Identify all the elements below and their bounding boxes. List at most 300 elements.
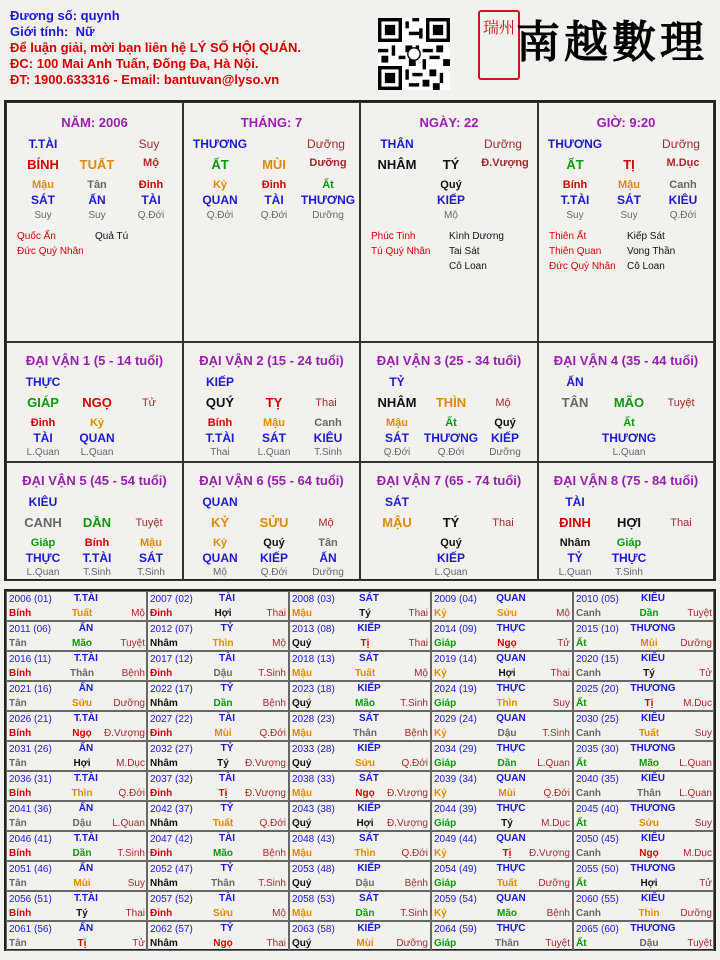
dai-van-title: ĐẠI VẬN 3 (25 - 34 tuổi) [376,353,522,368]
hidden-god: KIÊU [668,193,698,207]
year-branch: Hợi [498,668,516,679]
hidden-god: QUAN [202,193,238,207]
year-cell[interactable] [289,831,431,861]
year-stem: Tân [9,758,27,769]
dai-van-branch: TÝ [442,515,460,530]
year-god: ẤN [78,683,94,694]
hidden-god: TÀI [33,431,53,445]
year-cell[interactable] [573,891,714,921]
year-cell[interactable] [289,681,431,711]
gender-label: Giới tính: [10,24,69,39]
year-stem: Ất [576,938,587,949]
hidden-stem: Giáp [616,537,642,549]
year-stage: Tử [699,878,712,889]
year-cell[interactable] [6,651,147,681]
year-stage: L.Quan [537,758,570,769]
hidden-god: ẤN [88,193,106,207]
year-cell[interactable] [147,651,289,681]
year-god: THƯƠNG [630,623,676,634]
year-stage: Thai [408,608,428,619]
year-stem: Đinh [150,728,173,739]
year-stage: M.Dục [683,848,712,859]
hidden-stem: Mậu [140,537,162,549]
dai-van-title: ĐẠI VẬN 6 (55 - 64 tuổi) [199,473,344,488]
year-stage: Thai [266,938,286,949]
year-god: THỰC [496,923,526,934]
year-stem: Kỷ [434,788,447,799]
dai-van-cell[interactable] [538,342,714,462]
year-branch: Hợi [356,818,374,829]
dai-van-cell[interactable] [360,342,538,462]
dai-van-god: THỰC [25,375,61,389]
year-stage: Mộ [131,608,145,619]
dai-van-branch: THÌN [435,395,467,410]
hidden-stage: Dưỡng [489,447,521,458]
year-stem: Tân [9,818,27,829]
year-cell[interactable] [147,741,289,771]
year-stem: Canh [576,608,601,619]
dai-van-stage: Tuyệt [667,397,695,409]
year-label: 2055 (50) [576,864,619,875]
year-label: 2011 (06) [9,624,52,635]
year-stage: Dưỡng [680,638,712,649]
year-branch: Tuất [212,818,234,829]
year-stem: Mậu [292,788,312,799]
year-god: THƯƠNG [630,803,676,814]
year-stage: Đ.Vượng [103,728,145,739]
year-branch: Dậu [213,668,233,679]
year-god: KIÊU [641,833,665,844]
year-cell[interactable] [431,921,573,951]
hidden-god: T.TÀI [205,431,235,445]
year-cell[interactable] [431,741,573,771]
year-cell[interactable] [289,621,431,651]
pillar-cell[interactable] [6,102,183,342]
year-god: TÀI [218,893,236,904]
year-label: 2034 (29) [434,744,477,755]
pillar-cell[interactable] [360,102,538,342]
year-stem: Giáp [434,638,457,649]
year-god: SÁT [359,833,379,844]
stage-label: Suy [138,137,160,151]
hidden-stem: Ất [445,417,457,429]
year-cell[interactable] [6,681,147,711]
pillars-chart [4,100,716,581]
red-seal-stamp [478,10,520,80]
year-stem: Mậu [292,908,312,919]
year-stem: Canh [576,848,601,859]
hidden-stage: Q.Đới [260,567,288,578]
year-stem: Kỷ [434,908,447,919]
year-label: 2023 (18) [292,684,335,695]
year-branch: Tị [218,788,228,799]
header-info [10,8,370,88]
year-branch: Ngọ [72,728,92,739]
year-label: 2065 (60) [576,924,619,935]
dai-van-stem: NHÂM [377,395,417,410]
branch-stage: M.Dục [666,157,700,169]
year-cell[interactable] [147,831,289,861]
year-stage: Bệnh [262,698,286,709]
dai-van-title: ĐẠI VẬN 7 (65 - 74 tuổi) [376,473,522,488]
year-branch: Dần [497,758,517,769]
year-label: 2020 (15) [576,654,619,665]
owner-label: Đương số: [10,8,78,23]
year-cell[interactable] [431,591,573,621]
year-label: 2046 (41) [9,834,52,845]
year-stage: Q.Đới [259,818,286,829]
year-cell[interactable] [573,741,714,771]
year-stage: Dưỡng [538,878,570,889]
year-cell[interactable] [147,711,289,741]
qr-code[interactable] [378,18,450,90]
year-cell[interactable] [573,921,714,951]
year-cell[interactable] [573,801,714,831]
year-god: TÀI [218,713,236,724]
dai-van-god: KIÊU [28,495,58,509]
year-god: QUAN [496,653,526,664]
year-cell[interactable] [573,711,714,741]
year-cell[interactable] [147,801,289,831]
year-branch: Dậu [72,818,92,829]
year-cell[interactable] [147,891,289,921]
year-cell[interactable] [289,741,431,771]
year-cell[interactable] [289,591,431,621]
earth-branch: TUẤT [79,157,115,172]
hidden-stage: Suy [34,210,52,221]
star-bad: Kiếp Sát [627,231,665,242]
year-label: 2029 (24) [434,714,477,725]
dai-van-stem: KỶ [210,515,230,530]
dai-van-god: QUAN [202,495,238,509]
year-god: TỶ [220,623,234,634]
year-stage: Mộ [414,668,428,679]
hidden-stage: L.Quan [434,567,468,578]
hidden-stage: T.Sinh [83,567,111,578]
dai-van-cell[interactable] [183,342,360,462]
year-label: 2027 (22) [150,714,193,725]
year-branch: Mùi [73,878,91,889]
year-cell[interactable] [6,831,147,861]
year-cell[interactable] [289,891,431,921]
year-branch: Tị [644,698,654,709]
year-branch: Ngọ [639,848,659,859]
hidden-god: KIẾP [436,193,465,207]
year-stage: Q.Đới [259,728,286,739]
year-god: TÀI [218,593,236,604]
year-cell[interactable] [6,771,147,801]
star-good: Quốc Ấn [17,231,56,242]
hidden-stage: Q.Đới [669,210,697,221]
hidden-stem: Bính [562,179,588,191]
year-stem: Kỷ [434,728,447,739]
hidden-stage: T.Sinh [137,567,165,578]
hidden-god: QUAN [202,551,238,565]
year-branch: Tuất [71,608,93,619]
year-stage: Suy [694,818,712,829]
year-cell[interactable] [6,621,147,651]
year-cell[interactable] [573,861,714,891]
year-branch: Tị [360,638,370,649]
hidden-stem: Quý [440,537,462,549]
hidden-god: TÀI [141,193,161,207]
hidden-stem: Tân [318,537,338,549]
hidden-stage: Dưỡng [312,567,344,578]
year-stem: Ất [576,878,587,889]
year-cell[interactable] [573,831,714,861]
hidden-stage: Dưỡng [312,210,344,221]
year-stage: Dưỡng [113,698,145,709]
hidden-stem: Kỷ [212,179,228,191]
year-god: SÁT [359,653,379,664]
year-stem: Nhâm [150,878,178,889]
gender-value: Nữ [75,24,95,39]
year-cell[interactable] [147,681,289,711]
year-god: TỶ [220,923,234,934]
year-stem: Ất [576,638,587,649]
year-cell[interactable] [147,861,289,891]
dai-van-title: ĐẠI VẬN 4 (35 - 44 tuổi) [553,353,699,368]
dai-van-cell[interactable] [538,462,714,581]
year-stem: Bính [9,788,32,799]
year-stage: T.Sinh [117,848,145,859]
year-cell[interactable] [289,861,431,891]
year-god: KIẾP [357,743,381,754]
year-god: QUAN [496,593,526,604]
dai-van-cell[interactable] [183,462,360,581]
year-cell[interactable] [289,771,431,801]
year-stage: Q.Đới [118,788,145,799]
year-branch: Thìn [71,788,93,799]
year-cell[interactable] [573,651,714,681]
year-cell[interactable] [431,891,573,921]
year-cell[interactable] [6,921,147,951]
year-cell[interactable] [573,591,714,621]
year-cell[interactable] [6,741,147,771]
year-branch: Tị [502,848,512,859]
year-cell[interactable] [6,891,147,921]
hidden-stem: Tân [87,179,107,191]
year-cell[interactable] [431,801,573,831]
hidden-god: ẤN [319,551,337,565]
year-stage: T.Sinh [258,878,286,889]
year-cell[interactable] [431,681,573,711]
year-god: QUAN [496,713,526,724]
hidden-stage: Q.Đới [437,447,465,458]
year-cell[interactable] [431,771,573,801]
star-bad: Cô Loan [449,261,487,272]
year-stage: Thai [266,608,286,619]
hidden-stem: Mậu [32,179,54,191]
pillar-cell[interactable] [183,102,360,342]
year-cell[interactable] [573,681,714,711]
year-label: 2051 (46) [9,864,52,875]
year-branch: Mão [72,638,92,649]
year-label: 2006 (01) [9,594,52,605]
hidden-stage: T.Sinh [314,447,342,458]
year-god: KIẾP [357,623,381,634]
dai-van-branch: NGỌ [82,395,112,410]
hidden-stage: L.Quan [612,447,646,458]
year-branch: Mão [639,758,659,769]
year-label: 2019 (14) [434,654,477,665]
year-branch: Dần [72,848,92,859]
hidden-god: THƯƠNG [300,193,356,207]
year-label: 2056 (51) [9,894,52,905]
year-god: TÀI [218,773,236,784]
year-branch: Hợi [214,608,232,619]
stage-label: Dưỡng [662,137,700,151]
dai-van-god: KIẾP [205,375,234,389]
year-cell[interactable] [289,651,431,681]
hidden-stem: Đinh [30,417,56,429]
year-stage: Q.Đới [543,788,570,799]
year-branch: Thìn [638,908,660,919]
year-god: SÁT [359,713,379,724]
hidden-stem: Ất [623,417,635,429]
year-cell[interactable] [431,621,573,651]
year-god: T.TÀI [74,653,98,664]
year-branch: Dần [213,698,233,709]
year-stage: Q.Đới [401,758,428,769]
year-god: KIÊU [641,653,665,664]
year-label: 2052 (47) [150,864,193,875]
year-stage: Dưỡng [680,908,712,919]
year-stem: Quý [292,758,312,769]
hidden-stem: Mậu [263,417,285,429]
year-cell[interactable] [147,921,289,951]
year-cell[interactable] [431,651,573,681]
hidden-god: KIÊU [313,431,343,445]
pillar-title: THÁNG: 7 [240,115,303,130]
contact-line: Để luận giải, mời bạn liên hệ LÝ SỐ HỘI QUÁN. [10,40,301,55]
hidden-stem: Ất [322,179,334,191]
year-cell[interactable] [6,861,147,891]
year-stage: Đ.Vượng [244,758,286,769]
year-stem: Kỷ [434,608,447,619]
year-label: 2030 (25) [576,714,619,725]
year-label: 2063 (58) [292,924,335,935]
year-label: 2044 (39) [434,804,477,815]
pillar-title: GIỜ: 9:20 [596,115,656,130]
year-label: 2049 (44) [434,834,477,845]
year-label: 2008 (03) [292,594,335,605]
year-label: 2041 (36) [9,804,52,815]
year-cell[interactable] [573,771,714,801]
hidden-stage: L.Quan [80,447,114,458]
yearly-table [4,589,716,951]
seal-text: 瑞州 [482,18,515,37]
hidden-god: SÁT [617,193,641,207]
year-label: 2024 (19) [434,684,477,695]
dai-van-title: ĐẠI VẬN 1 (5 - 14 tuổi) [25,353,164,368]
hidden-god: KIẾP [490,431,519,445]
year-god: QUAN [496,773,526,784]
year-cell[interactable] [6,591,147,621]
year-cell[interactable] [289,801,431,831]
pillar-cell[interactable] [538,102,714,342]
year-label: 2059 (54) [434,894,477,905]
year-label: 2013 (08) [292,624,335,635]
year-stage: Thai [550,668,570,679]
year-stem: Giáp [434,878,457,889]
year-stage: Tuyệt [120,638,145,649]
hidden-stem: Kỷ [89,417,105,429]
year-cell[interactable] [431,861,573,891]
year-cell[interactable] [6,711,147,741]
hidden-stem: Đinh [138,179,164,191]
year-cell[interactable] [6,801,147,831]
ten-god-label: THÂN [380,137,414,151]
dai-van-title: ĐẠI VẬN 2 (15 - 24 tuổi) [199,353,344,368]
year-stem: Giáp [434,698,457,709]
hidden-god: TÀI [264,193,284,207]
year-god: T.TÀI [74,833,98,844]
phone-email-line[interactable]: ĐT: 1900.633316 - Email: bantuvan@lyso.vn [10,72,280,87]
year-cell[interactable] [147,621,289,651]
year-stage: T.Sinh [400,698,428,709]
hidden-god: QUAN [79,431,115,445]
year-stem: Giáp [434,818,457,829]
year-stage: Thai [125,908,145,919]
year-cell[interactable] [147,591,289,621]
dai-van-branch: SỬU [259,515,289,530]
year-stage: Tuyệt [687,608,712,619]
dai-van-cell[interactable] [6,342,183,462]
dai-van-cell[interactable] [360,462,538,581]
dai-van-stage: Thai [492,517,514,529]
year-branch: Dậu [639,938,659,949]
year-label: 2010 (05) [576,594,619,605]
hidden-stage: L.Quan [257,447,291,458]
year-stage: M.Dục [683,698,712,709]
year-god: TỶ [220,743,234,754]
hidden-stage: Suy [566,210,584,221]
hidden-stem: Bính [84,537,110,549]
star-good: Đức Quý Nhân [17,246,84,257]
year-stage: Đ.Vượng [386,818,428,829]
year-god: TỶ [220,863,234,874]
year-cell[interactable] [289,711,431,741]
year-branch: Tuất [354,668,376,679]
year-stem: Mậu [292,608,312,619]
heaven-stem: ẤT [566,157,584,172]
year-cell[interactable] [289,921,431,951]
year-stem: Đinh [150,788,173,799]
earth-branch: TÝ [442,157,460,172]
year-god: THỰC [496,743,526,754]
year-cell[interactable] [431,711,573,741]
hidden-stem: Giáp [30,537,56,549]
hidden-stage: Thai [210,447,230,458]
year-cell[interactable] [573,621,714,651]
year-label: 2016 (11) [9,654,52,665]
dai-van-cell[interactable] [6,462,183,581]
year-stem: Bính [9,848,32,859]
hidden-god: SÁT [385,431,409,445]
year-cell[interactable] [431,831,573,861]
ten-god-label: THƯƠNG [547,137,603,151]
year-stage: Tử [132,938,145,949]
year-cell[interactable] [147,771,289,801]
year-stem: Đinh [150,848,173,859]
year-god: THƯƠNG [630,923,676,934]
year-stage: Tử [699,668,712,679]
year-god: TỶ [220,803,234,814]
year-stem: Tân [9,878,27,889]
year-label: 2039 (34) [434,774,477,785]
hidden-stage: Suy [620,210,638,221]
